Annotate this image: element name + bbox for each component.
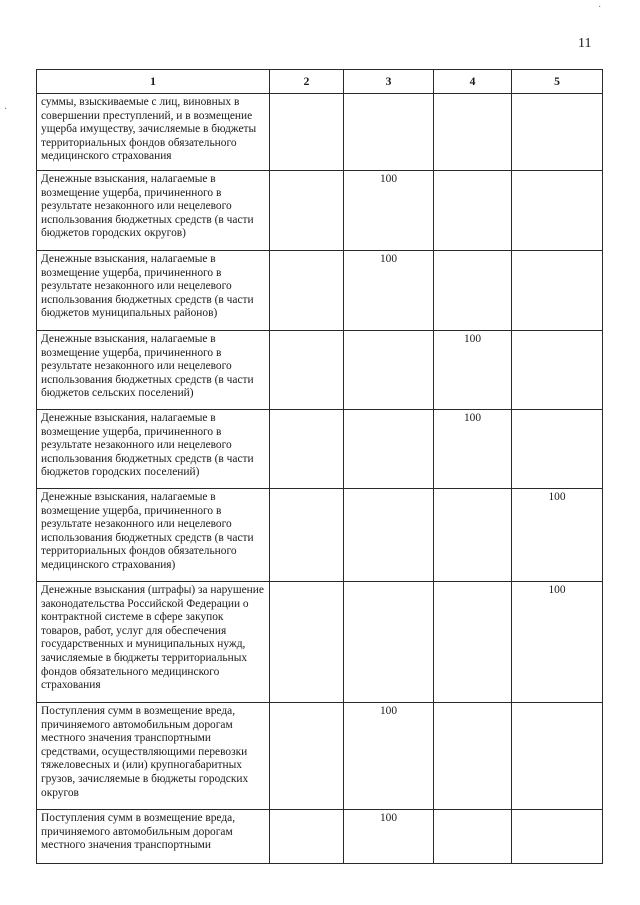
column-header-1: 1 [37, 70, 270, 94]
value-cell-col3 [344, 94, 434, 171]
value-cell-col5 [512, 410, 603, 489]
table-row [37, 489, 603, 582]
value-cell-col3 [344, 489, 434, 582]
value-cell-col4 [434, 703, 512, 810]
column-header-3: 3 [344, 70, 434, 94]
value-cell-col2 [270, 171, 344, 251]
table-row [37, 171, 603, 251]
value-cell-col4: 100 [434, 331, 512, 410]
value-cell-col5 [512, 171, 603, 251]
value-cell-col3 [344, 410, 434, 489]
value-cell-col4 [434, 489, 512, 582]
revenue-description: Поступления сумм в возмещение вреда, причиняемого автомобильным дорогам местного значения транспортными средствами, осуществляющими перевозки тяжеловесных и (или) крупногабаритных грузов, зачисляемые в бюджеты городских округов [37, 703, 270, 810]
scan-mark: · [4, 104, 8, 115]
value-cell-col3 [344, 331, 434, 410]
revenue-description: Денежные взыскания (штрафы) за нарушение законодательства Российской Федерации о контрактной системе в сфере закупок товаров, работ, услуг для обеспечения государственных и муниципальных нужд, зачисляемые в бюджеты территориальных фондов обязательного медицинского страхования [37, 582, 270, 703]
revenue-description: Поступления сумм в возмещение вреда, причиняемого автомобильным дорогам местного значения транспортными [37, 810, 270, 864]
value-cell-col2 [270, 94, 344, 171]
revenue-description: Денежные взыскания, налагаемые в возмещение ущерба, причиненного в результате незаконного или нецелевого использования бюджетных средств (в части бюджетов городских поселений) [37, 410, 270, 489]
budget-allocation-table [36, 69, 603, 864]
value-cell-col2 [270, 331, 344, 410]
table-row [37, 582, 603, 703]
value-cell-col4: 100 [434, 410, 512, 489]
value-cell-col3: 100 [344, 251, 434, 331]
value-cell-col5: 100 [512, 489, 603, 582]
revenue-description: Денежные взыскания, налагаемые в возмещение ущерба, причиненного в результате незаконного или нецелевого использования бюджетных средств (в части бюджетов городских округов) [37, 171, 270, 251]
table-row [37, 410, 603, 489]
header-row [37, 70, 603, 94]
value-cell-col5 [512, 251, 603, 331]
value-cell-col2 [270, 251, 344, 331]
revenue-description: Денежные взыскания, налагаемые в возмещение ущерба, причиненного в результате незаконного или нецелевого использования бюджетных средств (в части бюджетов сельских поселений) [37, 331, 270, 410]
value-cell-col2 [270, 703, 344, 810]
scan-mark: · [598, 2, 602, 13]
value-cell-col5 [512, 703, 603, 810]
value-cell-col5: 100 [512, 582, 603, 703]
table-row [37, 331, 603, 410]
page-number: 11 [578, 36, 592, 51]
column-header-2: 2 [270, 70, 344, 94]
value-cell-col3: 100 [344, 171, 434, 251]
revenue-description: суммы, взыскиваемые с лиц, виновных в совершении преступлений, и в возмещение ущерба имуществу, зачисляемые в бюджеты территориальных фондов обязательного медицинского страхования [37, 94, 270, 171]
value-cell-col3: 100 [344, 703, 434, 810]
value-cell-col3 [344, 582, 434, 703]
value-cell-col4 [434, 171, 512, 251]
value-cell-col2 [270, 410, 344, 489]
revenue-description: Денежные взыскания, налагаемые в возмещение ущерба, причиненного в результате незаконного или нецелевого использования бюджетных средств (в части бюджетов муниципальных районов) [37, 251, 270, 331]
value-cell-col4 [434, 94, 512, 171]
value-cell-col4 [434, 810, 512, 864]
value-cell-col5 [512, 331, 603, 410]
value-cell-col4 [434, 582, 512, 703]
table-row [37, 251, 603, 331]
revenue-description: Денежные взыскания, налагаемые в возмещение ущерба, причиненного в результате незаконного или нецелевого использования бюджетных средств (в части территориальных фондов обязательного медицинского страхования) [37, 489, 270, 582]
table-row [37, 94, 603, 171]
column-header-4: 4 [434, 70, 512, 94]
value-cell-col5 [512, 810, 603, 864]
table-row [37, 703, 603, 810]
column-header-5: 5 [512, 70, 603, 94]
table-row [37, 810, 603, 864]
value-cell-col3: 100 [344, 810, 434, 864]
value-cell-col2 [270, 582, 344, 703]
value-cell-col2 [270, 489, 344, 582]
value-cell-col4 [434, 251, 512, 331]
value-cell-col5 [512, 94, 603, 171]
value-cell-col2 [270, 810, 344, 864]
